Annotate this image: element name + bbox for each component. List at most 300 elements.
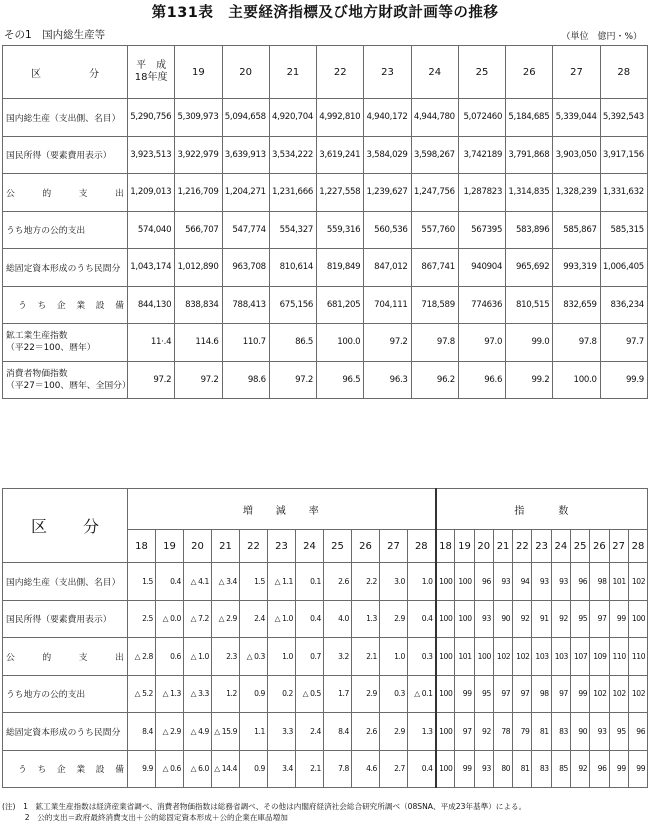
row-label — [3, 211, 128, 249]
value-cell: 11·.4 — [128, 324, 175, 362]
row-label — [3, 675, 128, 713]
value-cell: 681,205 — [317, 286, 364, 324]
rate-cell: △ 7.2 — [184, 600, 212, 638]
index-cell: 110 — [628, 638, 647, 676]
rate-cell: △ 5.2 — [128, 675, 156, 713]
row-label-char: 業 — [76, 765, 86, 776]
rate-cell: 2.7 — [380, 750, 408, 788]
table-row — [3, 249, 648, 287]
row-label-char: 企 — [56, 765, 66, 776]
row-label-char: う — [18, 301, 27, 312]
value-cell: 965,692 — [506, 249, 553, 287]
index-cell: 90 — [493, 600, 512, 638]
row-label-char: 支 — [78, 652, 88, 663]
index-cell: 94 — [513, 563, 532, 601]
value-cell: 3,791,868 — [506, 136, 553, 174]
index-cell: 92 — [474, 713, 493, 751]
index-cell: 101 — [609, 563, 628, 601]
table2-group-row — [3, 489, 648, 530]
rate-cell: △ 4.9 — [184, 713, 212, 751]
value-cell: 99.0 — [506, 324, 553, 362]
rate-cell: 2.4 — [296, 713, 324, 751]
index-cell: 102 — [628, 675, 647, 713]
rate-cell: 1.3 — [408, 713, 436, 751]
value-cell: 3,619,241 — [317, 136, 364, 174]
row-label-text: 国民所得（要素費用表示） — [6, 615, 112, 626]
index-year-header: 28 — [628, 530, 647, 563]
rate-cell: △ 2.9 — [212, 600, 240, 638]
year-header: 24 — [411, 46, 458, 99]
value-cell: 993,319 — [553, 249, 600, 287]
rate-cell: 8.4 — [324, 713, 352, 751]
value-cell: 3,922,979 — [175, 136, 222, 174]
value-cell: 5,309,973 — [175, 99, 222, 137]
value-cell: 585,867 — [553, 211, 600, 249]
year-header: 27 — [553, 46, 600, 99]
rate-cell: △ 1.0 — [184, 638, 212, 676]
rate-cell: 2.2 — [352, 563, 380, 601]
index-cell: 102 — [609, 675, 628, 713]
value-cell: 963,708 — [222, 249, 269, 287]
value-cell: 704,111 — [364, 286, 411, 324]
row-label — [3, 638, 128, 676]
index-year-header: 20 — [474, 530, 493, 563]
value-cell: 867,741 — [411, 249, 458, 287]
rate-cell: 0.4 — [296, 600, 324, 638]
year-header: 19 — [175, 46, 222, 99]
value-cell: 3,923,513 — [128, 136, 175, 174]
row-label-char: 公 — [6, 652, 15, 663]
rate-cell: 1.5 — [240, 563, 268, 601]
value-cell: 4,920,704 — [269, 99, 316, 137]
rate-year-header: 23 — [268, 530, 296, 563]
rate-cell: 1.0 — [268, 638, 296, 676]
row-label-spread — [6, 650, 124, 663]
year-header: 28 — [600, 46, 647, 99]
value-cell: 114.6 — [175, 324, 222, 362]
value-cell: 788,413 — [222, 286, 269, 324]
rate-cell: 4.6 — [352, 750, 380, 788]
index-cell: 99 — [609, 600, 628, 638]
rate-cell: 1.1 — [240, 713, 268, 751]
rate-cell: 4.0 — [324, 600, 352, 638]
value-cell: 718,589 — [411, 286, 458, 324]
row-sublabel: （平22＝100、暦年） — [6, 343, 96, 354]
value-cell: 844,130 — [128, 286, 175, 324]
value-cell: 4,992,810 — [317, 99, 364, 137]
index-cell: 100 — [628, 600, 647, 638]
index-cell: 97 — [513, 675, 532, 713]
value-cell: 86.5 — [269, 324, 316, 362]
index-cell: 93 — [474, 600, 493, 638]
rate-cell: 2.3 — [212, 638, 240, 676]
table-row — [3, 563, 648, 601]
index-cell: 100 — [474, 638, 493, 676]
index-cell: 101 — [455, 638, 474, 676]
rate-cell: 3.3 — [268, 713, 296, 751]
value-cell: 97.2 — [128, 361, 175, 399]
row-label — [3, 600, 128, 638]
index-cell: 100 — [455, 600, 474, 638]
row-label — [3, 713, 128, 751]
rate-year-header: 18 — [128, 530, 156, 563]
rate-year-header: 27 — [380, 530, 408, 563]
row-label-char: 備 — [115, 301, 124, 312]
rate-year-header: 25 — [324, 530, 352, 563]
category-header: 区 分 — [3, 489, 128, 563]
row-label-text: うち地方の公的支出 — [6, 690, 86, 701]
value-cell: 97.0 — [458, 324, 505, 362]
rate-cell: △ 0.3 — [240, 638, 268, 676]
index-cell: 96 — [474, 563, 493, 601]
row-label-char: 出 — [115, 652, 124, 663]
value-cell: 97.7 — [600, 324, 647, 362]
section-subtitle: その1 国内総生産等 — [4, 29, 106, 41]
rate-cell: 9.9 — [128, 750, 156, 788]
row-label-text: 国内総生産（支出側、名目） — [6, 577, 121, 588]
index-year-header: 25 — [570, 530, 589, 563]
rate-cell: 2.9 — [380, 713, 408, 751]
rate-cell: 2.5 — [128, 600, 156, 638]
row-label-char: 支 — [78, 188, 88, 199]
index-cell: 93 — [551, 563, 570, 601]
rate-cell: △ 1.1 — [268, 563, 296, 601]
index-cell: 85 — [551, 750, 570, 788]
value-cell: 1,231,666 — [269, 174, 316, 212]
index-cell: 99 — [628, 750, 647, 788]
value-cell: 1,209,013 — [128, 174, 175, 212]
rate-cell: 0.4 — [408, 750, 436, 788]
rate-cell: 1.0 — [408, 563, 436, 601]
index-cell: 95 — [609, 713, 628, 751]
value-cell: 98.6 — [222, 361, 269, 399]
rate-cell: 1.0 — [380, 638, 408, 676]
row-label — [3, 174, 128, 212]
value-cell: 3,639,913 — [222, 136, 269, 174]
row-label — [3, 750, 128, 788]
index-cell: 93 — [493, 563, 512, 601]
rate-year-header: 19 — [156, 530, 184, 563]
row-label-char: 設 — [95, 301, 105, 312]
value-cell: 819,849 — [317, 249, 364, 287]
value-cell: 774636 — [458, 286, 505, 324]
value-cell: 1,287823 — [458, 174, 505, 212]
row-label-text: うち地方の公的支出 — [6, 226, 86, 237]
value-cell: 1,204,271 — [222, 174, 269, 212]
value-cell: 1,006,405 — [600, 249, 647, 287]
row-label — [3, 361, 131, 399]
rate-cell: 0.6 — [156, 638, 184, 676]
rate-year-header: 28 — [408, 530, 436, 563]
rate-cell: 7.8 — [324, 750, 352, 788]
index-cell: 100 — [436, 638, 455, 676]
rate-year-header: 26 — [352, 530, 380, 563]
index-cell: 99 — [455, 750, 474, 788]
index-cell: 95 — [474, 675, 493, 713]
value-cell: 5,290,756 — [128, 99, 175, 137]
rate-cell: △ 14.4 — [212, 750, 240, 788]
rate-cell: 2.9 — [352, 675, 380, 713]
index-cell: 78 — [493, 713, 512, 751]
row-label-char: ち — [37, 301, 47, 312]
rate-year-header: 24 — [296, 530, 324, 563]
index-cell: 96 — [628, 713, 647, 751]
index-cell: 102 — [590, 675, 609, 713]
index-cell: 102 — [493, 638, 512, 676]
index-cell: 80 — [493, 750, 512, 788]
value-cell: 832,659 — [553, 286, 600, 324]
rate-cell: 0.7 — [296, 638, 324, 676]
index-cell: 100 — [436, 563, 455, 601]
index-cell: 99 — [570, 675, 589, 713]
index-cell: 103 — [532, 638, 551, 676]
value-cell: 567395 — [458, 211, 505, 249]
value-cell: 836,234 — [600, 286, 647, 324]
index-year-header: 26 — [590, 530, 609, 563]
rate-cell: 2.9 — [380, 600, 408, 638]
index-cell: 100 — [436, 750, 455, 788]
rate-cell: △ 15.9 — [212, 713, 240, 751]
table1-header-row — [3, 46, 648, 99]
table-row — [3, 750, 648, 788]
value-cell: 97.2 — [269, 361, 316, 399]
growth-index-table — [2, 488, 648, 788]
value-cell: 5,094,658 — [222, 99, 269, 137]
value-cell: 940904 — [458, 249, 505, 287]
value-cell: 96.5 — [317, 361, 364, 399]
index-cell: 100 — [436, 675, 455, 713]
rate-cell: 0.1 — [296, 563, 324, 601]
rate-cell: 0.2 — [268, 675, 296, 713]
row-label — [3, 563, 128, 601]
index-cell: 96 — [570, 563, 589, 601]
table-row — [3, 638, 648, 676]
value-cell: 1,043,174 — [128, 249, 175, 287]
index-year-header: 24 — [551, 530, 570, 563]
value-cell: 96.6 — [458, 361, 505, 399]
row-sublabel: （平27＝100、暦年、全国分） — [6, 380, 131, 391]
row-label-text: 国民所得（要素費用表示） — [6, 151, 112, 162]
row-label-spread — [6, 298, 124, 311]
index-cell: 110 — [609, 638, 628, 676]
rate-cell: 2.1 — [296, 750, 324, 788]
rate-cell: 3.0 — [380, 563, 408, 601]
value-cell: 5,184,685 — [506, 99, 553, 137]
index-cell: 83 — [532, 750, 551, 788]
value-cell: 3,917,156 — [600, 136, 647, 174]
year-header: 20 — [222, 46, 269, 99]
row-label-text: 国内総生産（支出側、名目） — [6, 113, 121, 124]
rate-cell: 0.3 — [380, 675, 408, 713]
year-header: 21 — [269, 46, 316, 99]
index-cell: 92 — [513, 600, 532, 638]
index-cell: 81 — [513, 750, 532, 788]
rate-cell: △ 3.3 — [184, 675, 212, 713]
index-year-header: 23 — [532, 530, 551, 563]
index-year-header: 21 — [493, 530, 512, 563]
rate-cell: 1.3 — [352, 600, 380, 638]
rate-cell: △ 3.4 — [212, 563, 240, 601]
value-cell: 585,315 — [600, 211, 647, 249]
row-label — [3, 324, 128, 362]
value-cell: 3,903,050 — [553, 136, 600, 174]
rate-cell: 2.6 — [324, 563, 352, 601]
value-cell: 675,156 — [269, 286, 316, 324]
row-label-char: 公 — [6, 188, 15, 199]
row-label-char: ち — [37, 765, 47, 776]
index-cell: 93 — [474, 750, 493, 788]
value-cell: 99.2 — [506, 361, 553, 399]
row-label-text: 消費者物価指数 — [6, 368, 68, 379]
rate-cell: 1.7 — [324, 675, 352, 713]
index-cell: 97 — [551, 675, 570, 713]
index-cell: 100 — [436, 600, 455, 638]
rate-cell: 8.4 — [128, 713, 156, 751]
value-cell: 97.2 — [175, 361, 222, 399]
rate-cell: 3.4 — [268, 750, 296, 788]
index-cell: 102 — [628, 563, 647, 601]
unit-note: （単位 億円・%） — [561, 32, 642, 42]
row-label — [3, 286, 128, 324]
page-title: 第131表 主要経済指標及び地方財政計画等の推移 — [151, 5, 499, 21]
rate-cell: △ 2.9 — [156, 713, 184, 751]
row-label — [3, 136, 128, 174]
value-cell: 3,534,222 — [269, 136, 316, 174]
footnotes — [2, 801, 526, 823]
value-cell: 96.3 — [364, 361, 411, 399]
rate-year-header: 21 — [212, 530, 240, 563]
table-row — [3, 99, 648, 137]
row-label — [3, 99, 128, 137]
index-cell: 81 — [532, 713, 551, 751]
rate-cell: △ 1.0 — [268, 600, 296, 638]
row-label-text: 総固定資本形成のうち民間分 — [6, 727, 121, 738]
row-label-spread — [6, 762, 124, 775]
index-cell: 103 — [551, 638, 570, 676]
rate-cell: △ 2.8 — [128, 638, 156, 676]
rate-cell: △ 4.1 — [184, 563, 212, 601]
row-label-char: 設 — [95, 765, 105, 776]
category-header: 区 分 — [3, 46, 128, 99]
row-label-char: 備 — [115, 765, 124, 776]
table-row — [3, 713, 648, 751]
value-cell: 1,227,558 — [317, 174, 364, 212]
table-row — [3, 286, 648, 324]
rate-cell: 0.9 — [240, 675, 268, 713]
value-cell: 583,896 — [506, 211, 553, 249]
rate-header: 増 減 率 — [128, 489, 436, 530]
value-cell: 810,515 — [506, 286, 553, 324]
row-label-spread — [6, 186, 124, 199]
rate-cell: △ 0.6 — [156, 750, 184, 788]
value-cell: 3,598,267 — [411, 136, 458, 174]
rate-cell: 2.1 — [352, 638, 380, 676]
value-cell: 97.8 — [411, 324, 458, 362]
rate-year-header: 20 — [184, 530, 212, 563]
row-label-char: う — [18, 765, 27, 776]
value-cell: 1,328,239 — [553, 174, 600, 212]
footnote: 2 公的支出＝政府最終消費支出＋公的総固定資本形成＋公的企業在庫品増加 — [2, 813, 288, 822]
value-cell: 96.2 — [411, 361, 458, 399]
index-cell: 97 — [590, 600, 609, 638]
rate-year-header: 22 — [240, 530, 268, 563]
value-cell: 97.2 — [364, 324, 411, 362]
value-cell: 1,247,756 — [411, 174, 458, 212]
row-label-char: 企 — [56, 301, 66, 312]
value-cell: 1,012,890 — [175, 249, 222, 287]
rate-cell: △ 0.5 — [296, 675, 324, 713]
table1-body — [3, 99, 648, 399]
footnote: (注) 1 鉱工業生産指数は経済産業省調べ、消費者物価指数は総務省調べ、その他は内閣府経済社会総合研究所調べ（08SNA、平成23年基準）による。 — [2, 802, 527, 811]
value-cell: 97.8 — [553, 324, 600, 362]
table-row — [3, 136, 648, 174]
rate-cell: 0.4 — [408, 600, 436, 638]
rate-cell: 0.9 — [240, 750, 268, 788]
value-cell: 1,314,835 — [506, 174, 553, 212]
value-cell: 100.0 — [317, 324, 364, 362]
year-header: 26 — [506, 46, 553, 99]
index-cell: 93 — [590, 713, 609, 751]
index-cell: 92 — [551, 600, 570, 638]
table2-body — [3, 563, 648, 788]
index-cell: 83 — [551, 713, 570, 751]
index-cell: 99 — [609, 750, 628, 788]
rate-cell: △ 1.3 — [156, 675, 184, 713]
value-cell: 5,072460 — [458, 99, 505, 137]
value-cell: 110.7 — [222, 324, 269, 362]
rate-cell: △ 6.0 — [184, 750, 212, 788]
index-cell: 92 — [570, 750, 589, 788]
row-label-char: 出 — [115, 188, 124, 199]
row-label-char: 的 — [42, 652, 52, 663]
value-cell: 574,040 — [128, 211, 175, 249]
index-cell: 102 — [513, 638, 532, 676]
rate-cell: 0.3 — [408, 638, 436, 676]
table-row — [3, 600, 648, 638]
value-cell: 557,760 — [411, 211, 458, 249]
index-cell: 79 — [513, 713, 532, 751]
value-cell: 1,331,632 — [600, 174, 647, 212]
row-label-char: 業 — [76, 301, 86, 312]
table-row — [3, 174, 648, 212]
index-cell: 93 — [532, 563, 551, 601]
row-label — [3, 249, 128, 287]
rate-cell: 2.4 — [240, 600, 268, 638]
value-cell: 1,239,627 — [364, 174, 411, 212]
index-cell: 98 — [532, 675, 551, 713]
year-header-first: 平 成 18年度 — [128, 46, 175, 99]
index-year-header: 22 — [513, 530, 532, 563]
index-cell: 96 — [590, 750, 609, 788]
year-header: 22 — [317, 46, 364, 99]
table-row — [3, 675, 648, 713]
value-cell: 100.0 — [553, 361, 600, 399]
index-header: 指 数 — [436, 489, 648, 530]
index-cell: 109 — [590, 638, 609, 676]
index-cell: 98 — [590, 563, 609, 601]
gdp-table — [2, 45, 648, 399]
row-label-text: 総固定資本形成のうち民間分 — [6, 263, 121, 274]
index-cell: 100 — [436, 713, 455, 751]
value-cell: 554,327 — [269, 211, 316, 249]
rate-cell: △ 0.1 — [408, 675, 436, 713]
index-cell: 90 — [570, 713, 589, 751]
index-cell: 107 — [570, 638, 589, 676]
row-label-text: 鉱工業生産指数 — [6, 331, 68, 342]
value-cell: 559,316 — [317, 211, 364, 249]
value-cell: 566,707 — [175, 211, 222, 249]
table-row — [3, 324, 648, 362]
